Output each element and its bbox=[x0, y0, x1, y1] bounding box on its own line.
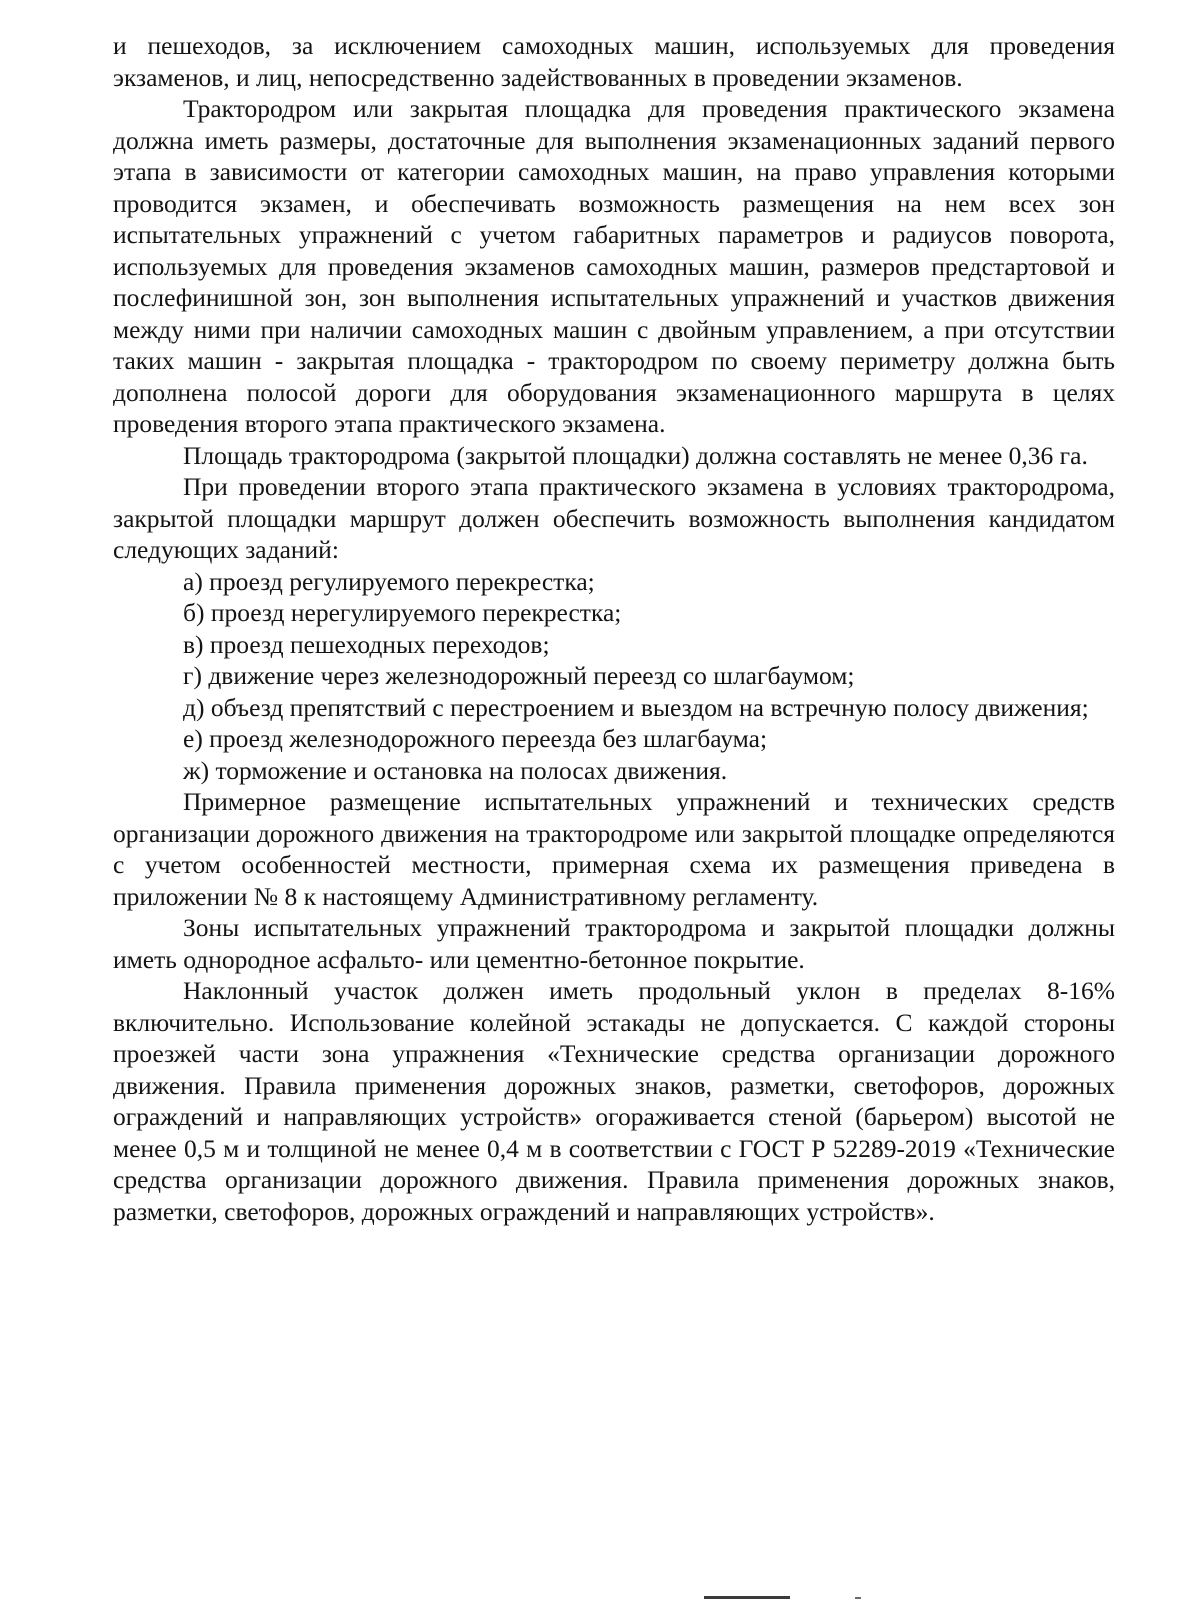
paragraph-continuation: и пешеходов, за исключением самоходных машин, используемых для проведения экзаменов, и лиц, непосредственно задействованных в проведении экзаменов. bbox=[113, 31, 1115, 92]
list-item-zh: ж) торможение и остановка на полосах движения. bbox=[183, 755, 728, 785]
paragraph-surface: Зоны испытательных упражнений трактородрома и закрытой площадки должны иметь однородное асфальто- или цементно-бетонное покрытие. bbox=[113, 913, 1115, 974]
paragraph-second-stage-route: При проведении второго этапа практического экзамена в условиях трактородрома, закрытой площадки маршрут должен обеспечить возможность выполнения кандидатом следующих заданий: bbox=[113, 472, 1115, 564]
scan-artifact-dot bbox=[855, 1597, 861, 1599]
list-item-b: б) проезд нерегулируемого перекрестка; bbox=[183, 598, 622, 627]
scan-artifact-line bbox=[704, 1596, 790, 1599]
paragraph-tractor-range-size: Трактородром или закрытая площадка для проведения практического экзамена должна иметь размеры, достаточные для выполнения экзаменационных заданий первого этапа в зависимости от категории самоходных машин, на право управления которыми проводится экзамен, и обеспечивать возможность размещения на нем всех зон испытательных упражнений с учетом габаритных параметров и радиусов поворота, используемых для проведения экзаменов самоходных машин, размеров предстартовой и послефинишной зон, зон выполнения испытательных упражнений и участков движения между ними при наличии самоходных машин с двойным управлением, а при отсутствии таких машин - закрытая площадка - трактородром по своему периметру должна быть дополнена полосой дороги для оборудования экзаменационного маршрута в целях проведения второго этапа практического экзамена. bbox=[113, 94, 1115, 438]
list-item-d: д) объезд препятствий с перестроением и выездом на встречную полосу движения; bbox=[183, 692, 1089, 722]
list-item-v: в) проезд пешеходных переходов; bbox=[183, 629, 550, 659]
list-item-g: г) движение через железнодорожный переезд со шлагбаумом; bbox=[183, 661, 855, 690]
paragraph-slope: Наклонный участок должен иметь продольный уклон в пределах 8-16% включительно. Использование колейной эстакады не допускается. С каждой стороны проезжей части зона упражнения «Технические средства организации дорожного движения. Правила применения дорожных знаков, разметки, светофоров, дорожных ограждений и направляющих устройств» огораживается стеной (барьером) высотой не менее 0,5 м и толщиной не менее 0,4 м в соответствии с ГОСТ Р 52289-2019 «Технические средства организации дорожного движения. Правила применения дорожных знаков, разметки, светофоров, дорожных ограждений и направляющих устройств». bbox=[113, 976, 1115, 1226]
list-item-a: а) проезд регулируемого перекрестка; bbox=[183, 566, 595, 596]
paragraph-placement: Примерное размещение испытательных упражнений и технических средств организации дорожного движения на трактородроме или закрытой площадке определяются с учетом особенностей местности, примерная схема их размещения приведена в приложении № 8 к настоящему Административному регламенту. bbox=[113, 787, 1115, 911]
list-item-e: е) проезд железнодорожного переезда без шлагбаума; bbox=[183, 724, 768, 753]
document-body bbox=[113, 30, 1115, 1227]
paragraph-area: Площадь трактородрома (закрытой площадки) должна составлять не менее 0,36 га. bbox=[183, 440, 1088, 470]
